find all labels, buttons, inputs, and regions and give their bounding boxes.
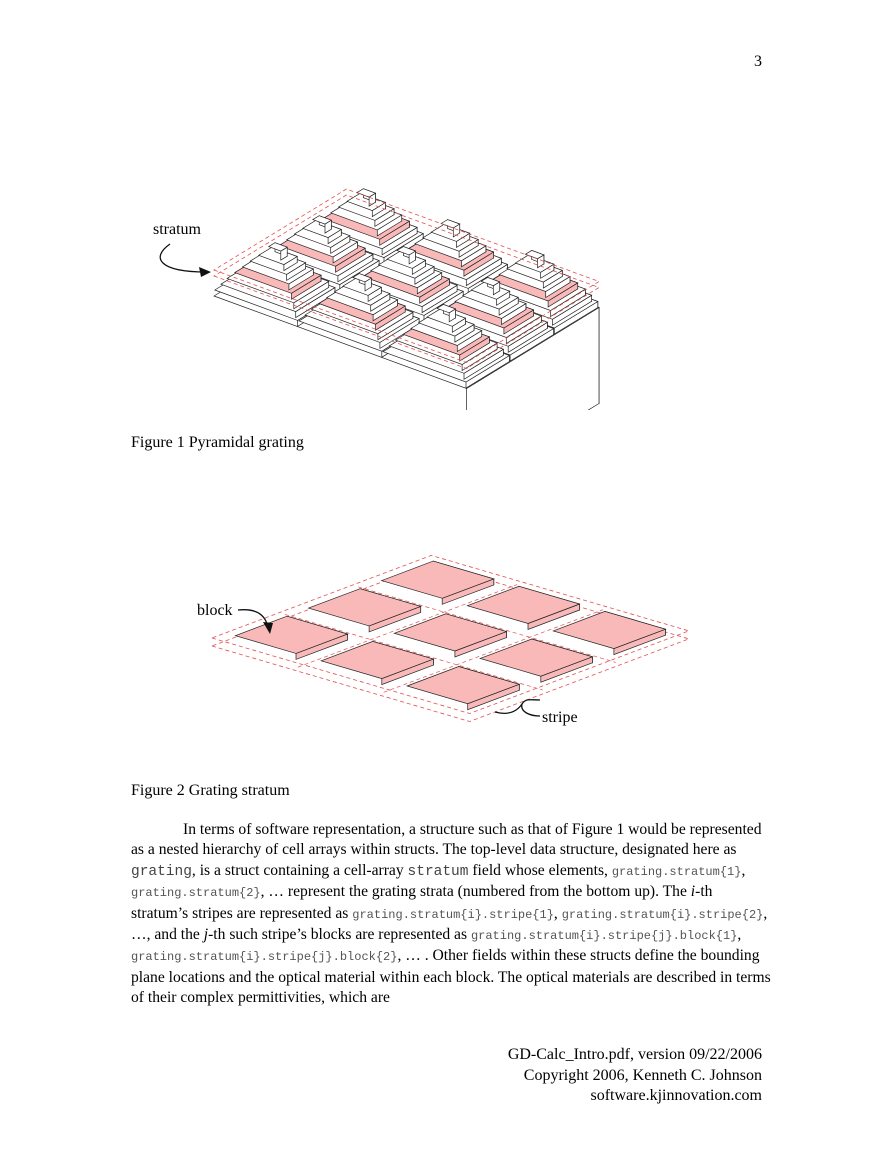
stripe-label: stripe <box>542 709 578 726</box>
box-top-face <box>553 611 665 648</box>
block-group <box>235 561 665 710</box>
grating-block <box>467 586 579 629</box>
page-number: 3 <box>754 53 762 70</box>
stratum-arrow <box>160 244 206 272</box>
box-top-face <box>480 639 592 676</box>
body-paragraph: In terms of software representation, a structure such as that of Figure 1 would be represented as a nested hierarchy of cell arrays within structs. The top-level data structure, designated here as grating, is a struct containing a cell-array stratum field whose elements, grating.stratum{1}, grating.stratum{2}, … represent the grating strata (numbered from the bottom up). The i-th stratum’s stripes are represented as grating.stratum{i}.stripe{1}, grating.stratum{i}.stripe{2}, …, and the j-th such stripe’s blocks are represented as grating.stratum{i}.stripe{j}.block{1}, grating.stratum{i}.stripe{j}.block{2}, … . Other fields within these structs define the bounding plane locations and the optical material within each block. The optical materials are described in terms of their complex permittivities, which are <box>131 821 771 1007</box>
box-top-face <box>394 614 506 651</box>
grating-block <box>407 667 519 710</box>
figure-1-pyramidal-grating <box>0 170 893 410</box>
box-top-face <box>407 667 519 704</box>
footer-copyright: Copyright 2006, Kenneth C. Johnson <box>523 1066 762 1084</box>
grating-block <box>480 639 592 682</box>
grating-block <box>321 641 433 684</box>
box-top-face <box>321 641 433 678</box>
footer-url: software.kjinnovation.com <box>590 1087 762 1104</box>
box-top-face <box>467 586 579 623</box>
box-top-face <box>309 589 421 626</box>
grating-block <box>394 614 506 657</box>
figure-2-caption: Figure 2 Grating stratum <box>131 782 290 799</box>
box-top-face <box>382 561 494 598</box>
figure-1-caption: Figure 1 Pyramidal grating <box>131 434 304 451</box>
box-top-face <box>235 616 347 653</box>
footer <box>380 1045 762 1107</box>
block-label: block <box>197 602 233 619</box>
stratum-label: stratum <box>153 221 201 238</box>
grating-block <box>553 611 665 654</box>
footer-version: GD-Calc_Intro.pdf, version 09/22/2006 <box>507 1046 762 1063</box>
stratum-arrow-head <box>199 267 211 277</box>
stripe-brace <box>495 700 540 716</box>
figure-2-grating-stratum <box>0 540 893 740</box>
